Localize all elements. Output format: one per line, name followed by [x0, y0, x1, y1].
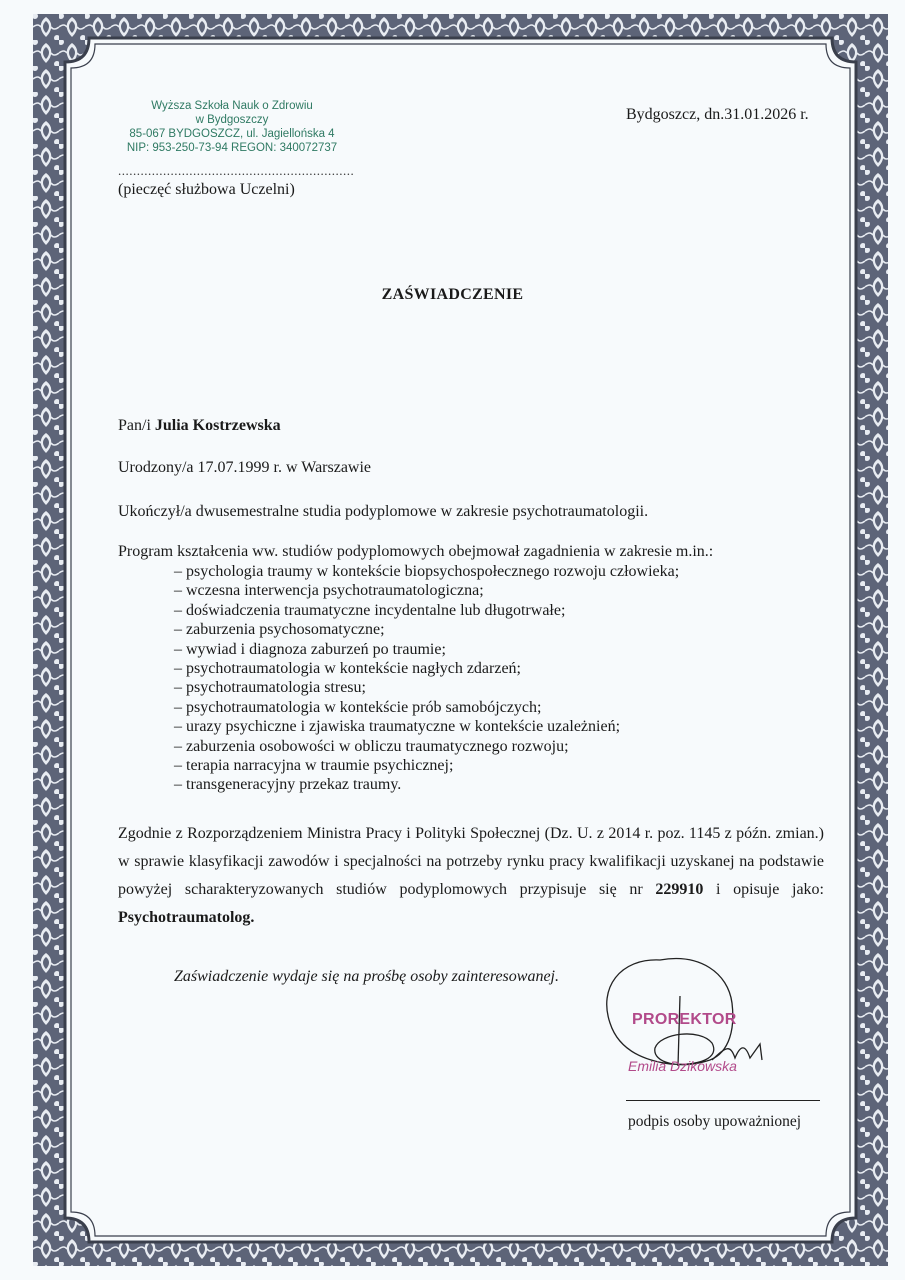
- program-intro: Program kształcenia ww. studiów podyplomowych obejmował zagadnienia w zakresie m.in.:: [118, 543, 714, 560]
- list-item: – terapia narracyjna w traumie psychicznej;: [174, 757, 454, 775]
- list-item: – zaburzenia psychosomatyczne;: [174, 621, 385, 639]
- stamp-dotted-line: ...............................................................: [118, 163, 355, 178]
- issue-date: Bydgoszcz, dn.31.01.2026 r.: [626, 106, 809, 123]
- regulation-paragraph: [118, 820, 824, 932]
- signature-caption: podpis osoby upoważnionej: [628, 1113, 802, 1130]
- list-item: – zaburzenia osobowości w obliczu traumatycznego rozwoju;: [174, 737, 569, 755]
- stamp-line-name: Wyższa Szkoła Nauk o Zdrowiu: [151, 100, 313, 112]
- list-item: – psychotraumatologia stresu;: [174, 679, 366, 697]
- profession-name: Psychotraumatolog.: [118, 909, 255, 926]
- completion-line: Ukończył/a dwusemestralne studia podyplomowe w zakresie psychotraumatologii.: [118, 503, 649, 520]
- list-item: – psychotraumatologia w kontekście prób samobójczych;: [174, 698, 542, 716]
- signature-title: PROREKTOR: [632, 1011, 737, 1028]
- list-item: – transgeneracyjny przekaz traumy.: [174, 776, 402, 794]
- signature-line: [626, 1100, 820, 1101]
- birth-line: Urodzony/a 17.07.1999 r. w Warszawie: [118, 459, 372, 476]
- person-name: Julia Kostrzewska: [154, 417, 281, 434]
- regulation-text: Zgodnie z Rozporządzeniem Ministra Pracy i Polityki Społecznej (Dz. U. z 2014 r. poz. 1145 z późn. zmian.) w sprawie klasyfikacji zawodów i specjalności na potrzeby rynku pracy kwalifikacji uzyskanej na podstawie powyżej scharakteryzowanych studiów podyplomowych przypisuje się nr: [118, 825, 824, 898]
- list-item: – wczesna interwencja psychotraumatologiczna;: [174, 582, 484, 600]
- stamp-caption: (pieczęć służbowa Uczelni): [118, 181, 295, 198]
- regulation-text-middle: i opisuje jako:: [703, 881, 825, 898]
- list-item: – psychologia traumy w kontekście biopsychospołecznego rozwoju człowieka;: [174, 563, 680, 580]
- institution-stamp: [112, 99, 352, 155]
- list-item: – urazy psychiczne i zjawiska traumatyczne w kontekście uzależnień;: [174, 718, 621, 736]
- list-item: – doświadczenia traumatyczne incydentalne lub długotrwałe;: [174, 601, 566, 619]
- stamp-line-ids: NIP: 953-250-73-94 REGON: 340072737: [126, 142, 338, 154]
- program-topics-list: [174, 562, 679, 795]
- document-title: ZAŚWIADCZENIE: [381, 286, 524, 303]
- person-prefix: Pan/i: [118, 417, 155, 434]
- list-item: – wywiad i diagnoza zaburzeń po traumie;: [174, 640, 446, 658]
- stamp-line-address: 85-067 BYDGOSZCZ, ul. Jagiellońska 4: [129, 128, 335, 140]
- list-item: – psychotraumatologia w kontekście nagłych zdarzeń;: [174, 660, 521, 678]
- person-line: [118, 417, 281, 435]
- stamp-line-city: w Bydgoszczy: [195, 114, 269, 126]
- profession-code: 229910: [655, 881, 704, 898]
- closing-statement: Zaświadczenie wydaje się na prośbę osoby zainteresowanej.: [174, 968, 559, 985]
- signatory-name: Emilia Dzikowska: [628, 1058, 737, 1074]
